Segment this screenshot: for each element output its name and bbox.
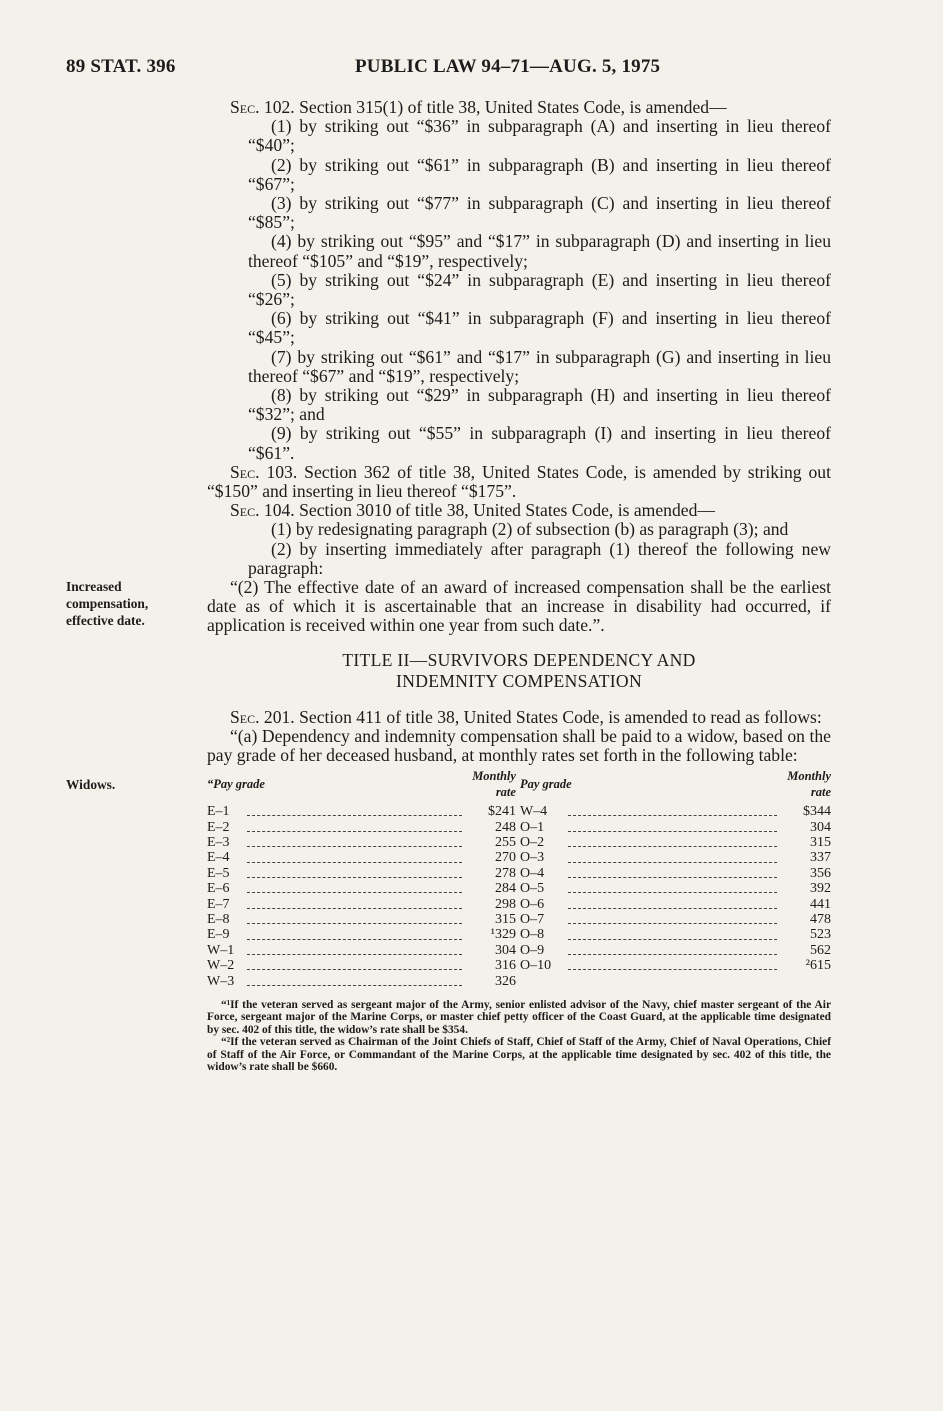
monthly-rate-cell: [783, 974, 831, 989]
leader-dots: [241, 958, 468, 973]
body-text: [207, 98, 831, 1073]
leader-dots: [241, 804, 468, 819]
section-label: Sec. 104.: [230, 500, 295, 521]
leader-dots: [562, 912, 783, 927]
monthly-rate-cell: 356: [810, 865, 831, 881]
pay-grade-cell: E–2: [207, 819, 230, 835]
leader-dots: [241, 881, 468, 896]
list-item: (1) by redesignating paragraph (2) of subsection (b) as paragraph (3); and: [271, 519, 789, 540]
pay-grade-cell: E–3: [207, 834, 230, 850]
monthly-rate-cell: 278: [494, 865, 516, 881]
pay-grade-cell: E–7: [207, 896, 230, 912]
column-header-pay-grade-2: Pay grade: [519, 777, 572, 791]
title-line: TITLE II—SURVIVORS DEPENDENCY AND: [342, 649, 696, 670]
list-item: (7) by striking out “$61” and “$17” in subparagraph (G) and inserting in lieu thereof “$67” and “$19”, respectively;: [248, 346, 831, 386]
section-103: [207, 463, 831, 501]
monthly-rate-cell: 392: [810, 881, 831, 897]
table-header-row: [207, 767, 831, 804]
list-item: (5) by striking out “$24” in subparagraph (E) and inserting in lieu thereof “$26”;: [248, 269, 831, 310]
list-item: (1) by striking out “$36” in subparagraph (A) and inserting in lieu thereof “$40”;: [248, 116, 831, 156]
leader-dots: [562, 850, 783, 865]
leader-dots: [562, 804, 783, 819]
monthly-rate-cell: ¹329: [490, 927, 516, 943]
quoted-paragraph: “(2) The effective date of an award of increased compensation shall be the earliest date as of which it is ascertainable that an increase in disability had occurred, if application is received within one year from such date.”.: [207, 577, 831, 636]
leader-dots: [562, 897, 783, 912]
pay-grade-cell: O–1: [519, 819, 545, 835]
section-label: Sec. 102.: [230, 97, 295, 117]
running-head: PUBLIC LAW 94–71—AUG. 5, 1975: [355, 56, 661, 77]
list-item: (6) by striking out “$41” in subparagraph (F) and inserting in lieu thereof “$45”;: [248, 308, 831, 348]
leader-dots: [241, 850, 468, 865]
section-201-intro: [207, 708, 831, 727]
list-item: (8) by striking out “$29” in subparagraph (H) and inserting in lieu thereof “$32”; and: [248, 385, 831, 425]
title-heading: [207, 650, 831, 692]
monthly-rate-cell: 315: [810, 834, 831, 850]
monthly-rate-cell: 478: [810, 911, 831, 927]
footnote: “¹If the veteran served as sergeant major of the Army, senior enlisted advisor of the Navy, chief master sergeant of the Air Force, sergeant major of the Marine Corps, or master chief petty officer of the Coast Guard, at the applicable time designated by sec. 402 of this title, the widow’s rate shall be $354.: [207, 998, 831, 1036]
monthly-rate-cell: ²615: [805, 958, 831, 974]
title-line: INDEMNITY COMPENSATION: [396, 670, 642, 691]
pay-grade-cell: O–4: [519, 865, 545, 881]
column-header-pay-grade: “Pay grade: [207, 777, 265, 791]
pay-grade-cell: O–3: [519, 850, 545, 866]
pay-grade-cell: W–3: [207, 973, 235, 989]
monthly-rate-cell: 523: [810, 927, 831, 943]
leader-dots: [562, 927, 783, 942]
list-item: (2) by inserting immediately after paragraph (1) thereof the following new paragraph:: [248, 538, 831, 578]
monthly-rate-cell: $241: [487, 804, 516, 820]
pay-grade-cell: O–7: [519, 911, 545, 927]
pay-grade-cell: O–10: [519, 958, 552, 974]
pay-rate-table: [207, 767, 831, 989]
stat-page-number: 89 STAT. 396: [66, 56, 176, 77]
leader-dots: [241, 866, 468, 881]
leader-dots: [562, 881, 783, 896]
monthly-rate-cell: 326: [494, 973, 516, 989]
quoted-paragraph: “(a) Dependency and indemnity compensation shall be paid to a widow, based on the pay grade of her deceased husband, at monthly rates set forth in the following table:: [207, 725, 831, 766]
section-text: Section 362 of title 38, United States Code, is amended by striking out “$150” and inserting in lieu thereof “$175”.: [207, 461, 831, 502]
pay-grade-cell: W–1: [207, 942, 235, 958]
table-row: [207, 881, 831, 896]
leader-dots: [241, 897, 468, 912]
pay-grade-cell: E–4: [207, 850, 230, 866]
table-row: [207, 912, 831, 927]
pay-grade-cell: O–5: [519, 881, 545, 897]
footnote: “²If the veteran served as Chairman of the Joint Chiefs of Staff, Chief of Staff of the Army, Chief of Naval Operations, Chief of Staff of the Air Force, or Commandant of the Marine Corps, at the applicable time designated by sec. 402 of this title, the widow’s rate shall be $660.: [207, 1036, 831, 1074]
monthly-rate-cell: 441: [810, 896, 831, 912]
leader-dots: [562, 835, 783, 850]
monthly-rate-cell: 337: [810, 850, 831, 866]
margin-note-widows: Widows.: [66, 777, 116, 792]
table-row: [207, 974, 831, 989]
pay-grade-cell: E–1: [207, 804, 230, 820]
leader-dots: [241, 943, 468, 958]
pay-grade-cell: W–4: [519, 804, 548, 820]
monthly-rate-cell: 315: [494, 911, 516, 927]
list-item: (9) by striking out “$55” in subparagraph (I) and inserting in lieu thereof “$61”.: [248, 423, 831, 463]
table-row: [207, 958, 831, 973]
leader-dots: [241, 912, 468, 927]
monthly-rate-cell: 304: [810, 819, 831, 835]
pay-grade-cell: O–9: [519, 942, 545, 958]
list-item: (3) by striking out “$77” in subparagraph (C) and inserting in lieu thereof “$85”;: [248, 193, 831, 233]
table-footnotes: [207, 999, 831, 1073]
pay-grade-cell: E–6: [207, 881, 230, 897]
monthly-rate-cell: 298: [494, 896, 516, 912]
section-102-intro: [207, 98, 831, 117]
leader-dots: [241, 820, 468, 835]
section-text: Section 3010 of title 38, United States Code, is amended—: [299, 500, 715, 521]
section-text: Section 315(1) of title 38, United States Code, is amended—: [299, 97, 727, 117]
monthly-rate-cell: 270: [494, 850, 516, 866]
section-104-intro: [207, 501, 831, 520]
leader-dots: [241, 927, 468, 942]
table-row: [207, 820, 831, 835]
section-label: Sec. 103.: [230, 461, 298, 482]
leader-dots: [241, 835, 468, 850]
leader-dots: [562, 866, 783, 881]
monthly-rate-cell: $344: [803, 804, 831, 820]
monthly-rate-cell: 562: [810, 942, 831, 958]
section-label: Sec. 201.: [230, 706, 295, 727]
margin-note-increased-compensation: Increased compensation, effective date.: [66, 579, 149, 628]
leader-dots: [241, 974, 468, 989]
table-row: [207, 927, 831, 942]
table-row: [207, 943, 831, 958]
leader-dots: [562, 820, 783, 835]
table-row: [207, 866, 831, 881]
pay-grade-cell: [516, 974, 562, 989]
pay-grade-cell: E–8: [207, 911, 230, 927]
monthly-rate-cell: 284: [494, 881, 516, 897]
monthly-rate-cell: 304: [494, 942, 516, 958]
table-row: [207, 897, 831, 912]
monthly-rate-cell: 248: [494, 819, 516, 835]
pay-grade-cell: E–5: [207, 865, 230, 881]
column-header-monthly-rate-2: Monthly rate: [787, 769, 831, 799]
pay-grade-cell: E–9: [207, 927, 230, 943]
leader-dots: [562, 943, 783, 958]
column-header-monthly-rate: Monthly rate: [472, 769, 516, 799]
pay-grade-cell: W–2: [207, 958, 235, 974]
list-item: (2) by striking out “$61” in subparagraph (B) and inserting in lieu thereof “$67”;: [248, 154, 831, 194]
monthly-rate-cell: 255: [494, 834, 516, 850]
table-row: [207, 850, 831, 865]
monthly-rate-cell: 316: [494, 958, 516, 974]
pay-grade-cell: O–8: [519, 927, 545, 943]
leader-dots: [562, 974, 783, 989]
section-text: Section 411 of title 38, United States Code, is amended to read as follows:: [299, 706, 822, 727]
list-item: (4) by striking out “$95” and “$17” in subparagraph (D) and inserting in lieu thereof “$105” and “$19”, respectively;: [248, 231, 831, 271]
table-row: [207, 804, 831, 819]
table-row: [207, 835, 831, 850]
pay-grade-cell: O–2: [519, 834, 545, 850]
pay-grade-cell: O–6: [519, 896, 545, 912]
leader-dots: [562, 958, 783, 973]
